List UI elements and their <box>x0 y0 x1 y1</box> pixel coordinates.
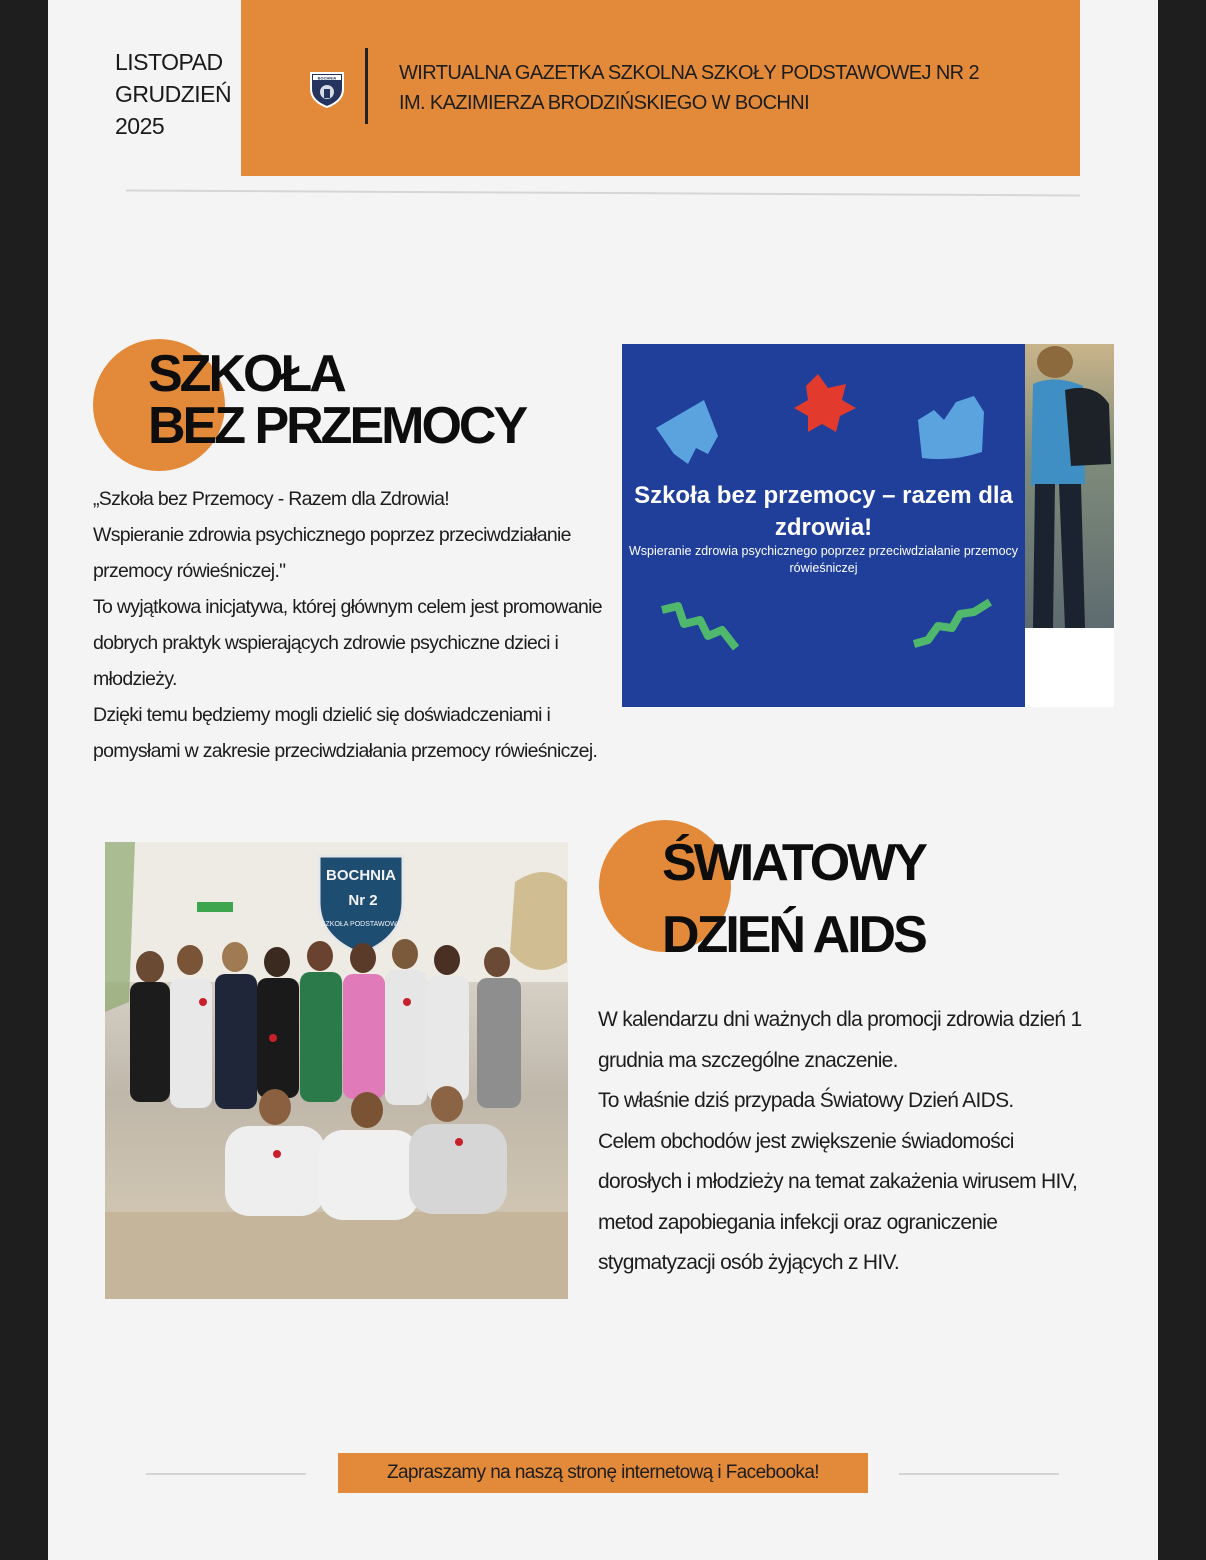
crest-text: BOCHNIA <box>317 75 337 81</box>
header-rule <box>126 190 1080 197</box>
group-photo-illustration <box>105 842 568 1299</box>
newsletter-title <box>399 58 1059 118</box>
newsletter-title-line1: WIRTUALNA GAZETKA SZKOLNA SZKOŁY PODSTAWOWEJ NR 2 <box>399 62 979 84</box>
article1-body: „Szkoła bez Przemocy - Razem dla Zdrowia! Wspieranie zdrowia psychicznego poprzez przeciwdziałanie przemocy rówieśniczej." To wyjątkowa inicjatywa, której głównym celem jest promowanie dobrych praktyk wspierających zdrowie psychiczne dzieci i młodzieży. Dzięki temu będziemy mogli dzielić się doświadczeniami i pomysłami w zakresie przeciwdziałania przemocy rówieśniczej. <box>93 488 602 762</box>
newsletter-page <box>48 0 1158 1560</box>
header-divider <box>365 48 368 124</box>
footer-divider-right <box>899 1473 1059 1475</box>
article1-heading <box>148 345 526 455</box>
newsletter-title-line2: IM. KAZIMIERZA BRODZIŃSKIEGO W BOCHNI <box>399 92 810 114</box>
poster-subtitle: Wspieranie zdrowia psychicznego poprzez przeciwdziałanie przemocy rówieśniczej <box>628 544 1019 575</box>
photo-sign-line1: BOCHNIA <box>326 867 396 884</box>
footer-cta-label: Zapraszamy na naszą stronę internetową i Facebooka! <box>387 1462 819 1483</box>
article1-poster-image <box>622 344 1114 707</box>
article1-heading-line2: BEZ PRZEMOCY <box>148 397 526 455</box>
article1-heading-line1: SZKOŁA <box>148 345 344 403</box>
article2-heading-line1: ŚWIATOWY <box>662 834 925 892</box>
student-backpack-icon <box>1025 344 1114 628</box>
footer-cta-button[interactable] <box>338 1453 868 1493</box>
article2-body: W kalendarzu dni ważnych dla promocji zdrowia dzień 1 grudnia ma szczególne znaczenie. To właśnie dziś przypada Światowy Dzień AIDS. Celem obchodów jest zwiększenie świadomości dorosłych i młodzieży na temat zakażenia wirusem HIV, metod zapobiegania infekcji oraz ograniczenie stygmatyzacji osób żyjących z HIV. <box>598 1008 1082 1274</box>
issue-year: 2025 <box>115 113 165 139</box>
issue-date <box>115 46 231 142</box>
issue-month-2: GRUDZIEŃ <box>115 81 232 107</box>
school-crest-icon <box>309 67 345 109</box>
article2-heading <box>662 827 925 971</box>
header-banner <box>241 0 1080 176</box>
issue-month-1: LISTOPAD <box>115 49 223 75</box>
article2-heading-line2: DZIEŃ AIDS <box>662 906 925 964</box>
poster-student-photo <box>1025 344 1114 628</box>
article2-group-photo <box>105 842 568 1299</box>
footer-divider-left <box>146 1473 306 1475</box>
poster-background <box>622 344 1025 707</box>
photo-sign-line3: SZKOŁA PODSTAWOWA <box>320 921 402 928</box>
poster-title: Szkoła bez przemocy – razem dla zdrowia! <box>634 482 1013 541</box>
photo-sign-line2: Nr 2 <box>348 892 378 909</box>
